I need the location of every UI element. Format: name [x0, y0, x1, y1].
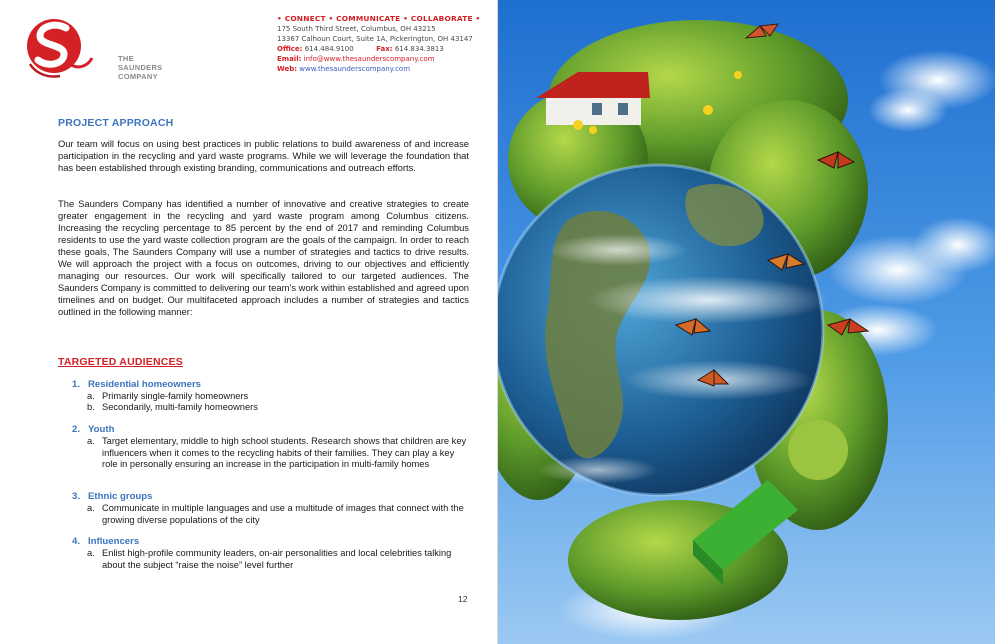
audience-item-heading: 4. Influencers	[72, 536, 140, 547]
web-line	[277, 64, 480, 74]
logo-line-3: COMPANY	[118, 72, 158, 81]
logo-line-1: THE	[118, 54, 134, 63]
audience-item-heading: 2. Youth	[72, 424, 115, 435]
earth-illustration	[498, 0, 995, 644]
audience-sub-item: a. Communicate in multiple languages and use a multitude of images that connect with the growing diverse populations of the city	[87, 503, 464, 525]
email-link[interactable]: info@www.thesaunderscompany.com	[303, 55, 435, 63]
fax-label: Fax:	[376, 45, 393, 53]
tagline: • CONNECT • COMMUNICATE • COLLABORATE •	[277, 14, 481, 23]
audience-sub-item: a. Target elementary, middle to high school students. Research shows that children are key influencers when it comes to the recycling habits of their families. They can play a key role in personally ensuring an increase in the participation in multi-family homes	[87, 436, 467, 469]
office-label: Office:	[277, 45, 303, 53]
phone-line	[277, 44, 480, 54]
email-label: Email:	[277, 55, 302, 63]
web-link[interactable]: www.thesaunderscompany.com	[299, 65, 411, 73]
green-earth-image	[498, 0, 995, 644]
web-label: Web:	[277, 65, 298, 73]
audience-sub-item: a. Primarily single-family homeowners	[87, 391, 249, 401]
company-logo	[26, 14, 163, 82]
audience-sub-item: a. Enlist high-profile community leaders, on-air personalities and local celebrities talking about the subject “raise the noise” level further	[87, 548, 452, 570]
approach-paragraph-1: Our team will focus on using best practices in public relations to build awareness of and increase participation in the recycling and yard waste programs. While we will leverage the foundation that has been established through existing branding, communications and outreach efforts.	[58, 138, 469, 173]
audience-item-heading: 1. Residential homeowners	[72, 379, 202, 390]
approach-paragraph-2: The Saunders Company has identified a number of innovative and creative strategies to create greater engagement in the recycling and yard waste program among Columbus citizens. Increasing the recycling percentage to 85 percent by the end of 2017 and reminding Columbus residents to use the yard waste collection program are the goals of the campaign. In order to reach these goals, The Saunders Company will use a number of strategies and tactics to drive results. We will approach the project with a focus on outcomes, driving to our objectives and efficiently managing our resources. Our work will specifically tailored to our targeted audiences. The Saunders Company is committed to delivering our team’s work within established and agreed upon timelines and on budget. Our multifaceted approach includes a number of strategies and tactics outlined in the following manner:	[58, 198, 469, 317]
email-line	[277, 54, 480, 64]
audience-item-heading: 3. Ethnic groups	[72, 491, 153, 502]
contact-block	[277, 14, 480, 74]
fax-number: 614.834.3813	[394, 45, 444, 53]
targeted-audiences-heading: TARGETED AUDIENCES	[58, 356, 183, 368]
logo-wordmark	[118, 54, 163, 81]
page-number: 12	[458, 594, 468, 604]
saunders-s-logo-icon	[26, 14, 96, 82]
address-line-1: 175 South Third Street, Columbus, OH 43215	[277, 25, 436, 33]
audience-sub-item: b. Secondarily, multi-family homeowners	[87, 402, 258, 412]
project-approach-heading: PROJECT APPROACH	[58, 117, 174, 129]
address-line-2: 13367 Calhoun Court, Suite 1A, Pickerington, OH 43147	[277, 35, 473, 43]
logo-line-2: SAUNDERS	[118, 63, 163, 72]
office-number: 614.484.9100	[304, 45, 354, 53]
